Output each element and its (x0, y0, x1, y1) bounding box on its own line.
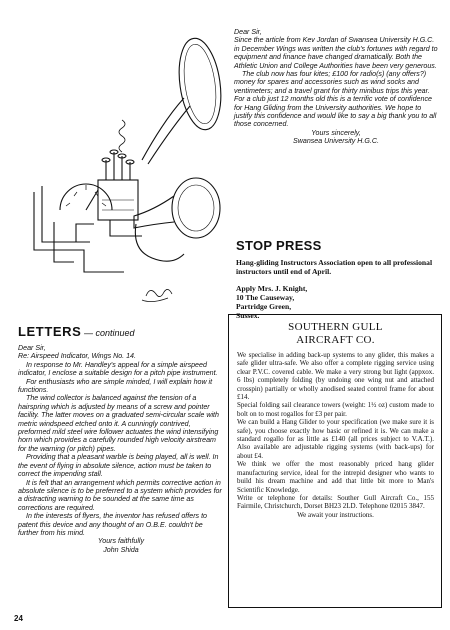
stop-press-address-line: Apply Mrs. J. Knight, (236, 284, 308, 293)
ad-title (237, 321, 434, 347)
top-letter-paragraph: The club now has four kites; £100 for radio(s) (any offers?) money for spares and accessories such as wind socks and ventimeters; and a travel grant for thirty minibus trips this year. For a club just 12 months old this is a terrific vote of confidence for Hang Gliding from the University authorities. We hope to justify this confidence and would like to say a big thank you to all those concerned. (234, 70, 437, 129)
ad-paragraph: We can build a Hang Glider to your specification (we make sure it is safe), you choose exactly how basic or refined it is. We can make a standard rogallo for as little as £140 (all prices subject to V.A.T.). Also available are adjustable rigging systems (with back-ups) for about £4. (237, 418, 434, 460)
stop-press-title: STOP PRESS (236, 238, 322, 253)
letters-title: LETTERS (18, 324, 82, 339)
letters-closing: Yours faithfully (97, 537, 145, 546)
ad-title-line: AIRCRAFT CO. (296, 334, 375, 346)
letters-re-line: Re: Airspeed Indicator, Wings No. 14. (18, 352, 136, 361)
letters-paragraph: In the interests of flyers, the inventor has refused offers to patent this device and any thought of an O.B.E. couldn't be further from his mind. (18, 512, 207, 537)
letters-paragraph: Providing that a pleasant warble is being played, all is well. In the event of flying in absolute silence, action must be taken to correct the impending stall. (18, 453, 219, 479)
letters-salutation: Dear Sir, (18, 344, 46, 352)
ad-paragraph: We think we offer the most reasonably priced hang glider manufacturing service, ideal for the intrepid designer who wants to build his dream machine and add that little bit more to Man's Scientific Knowledge. (237, 460, 434, 494)
top-letter-paragraph: Since the article from Kev Jordan of Swansea University H.G.C. in December Wings was written the club's fortunes with regard to equipment and finance have changed dramatically. Both the Athletic Union and College Authorities have been very generous. (234, 36, 438, 70)
ad-body (237, 351, 434, 519)
letters-paragraph: It is felt that an arrangement which permits corrective action in absolute silence is to be preferred to a system which provides for a distracting warning to be sounded at the same time as corrections are required. (18, 478, 222, 512)
page-number: 24 (14, 614, 23, 623)
southern-gull-advertisement (228, 314, 442, 608)
airspeed-indicator-illustration (14, 10, 228, 310)
stop-press-address-line: 10 The Causeway, (236, 293, 295, 302)
top-letter-closing: Yours sincerely, (311, 128, 361, 137)
top-letter-salutation: Dear Sir, (234, 28, 262, 36)
ad-paragraph: Special folding sail clearance towers (weight: 1½ oz) custom made to bolt on to most rogallos for £3 per pair. (237, 401, 434, 418)
ad-closing: We await your instructions. (297, 510, 374, 519)
letters-signature: John Shida (103, 545, 139, 554)
top-letter (234, 28, 438, 146)
stop-press-body: Hang-gliding Instructors Association open to all professional instructors until end of April. (236, 258, 433, 276)
letters-heading (18, 323, 134, 341)
letters-body (18, 344, 224, 554)
letters-paragraph: For enthusiasts who are simple minded, I will explain how it functions. (18, 377, 213, 395)
ad-paragraph: Write or telephone for details: Souther Gull Aircraft Co., 155 Fairmile, Christchurch, Dorset BH23 2LD. Telephone 02015 3847. (237, 493, 434, 511)
stop-press-address-line: Partridge Green, (236, 302, 292, 311)
letters-paragraph: In response to Mr. Handley's appeal for a simple airspeed indicator, I enclose a suitable design for a pitch pipe instrument. (18, 360, 218, 378)
ad-title-line: SOUTHERN GULL (288, 321, 383, 333)
ad-paragraph: We specialise in adding back-up systems to any glider, this makes a safe glider ultra-safe. We also offer a complete rigging service using clear P.V.C. covered cable. We make a very strong but light (appxox. 6 lbs) completely folding (by undoing one wing nut and attached crosspin) partially or wholly anodised seated control frame for about £14. (237, 351, 434, 402)
top-letter-signature: Swansea University H.G.C. (293, 137, 379, 146)
stop-press-address-line: Sussex. (236, 311, 260, 320)
letters-paragraph: The wind collector is balanced against the tension of a hairspring which is adjusted by means of a screw and pointer facility. The latter moves on a graduated semi-circular scale with metric windspeed etched onto it. A cunningly contrived, preformed mild steel wire follower actuates the wind intensifying horn which provides a carefully rounded high velocity airstream for the warning (or pitch) pipes. (18, 394, 219, 453)
letters-continued: — continued (81, 328, 135, 338)
